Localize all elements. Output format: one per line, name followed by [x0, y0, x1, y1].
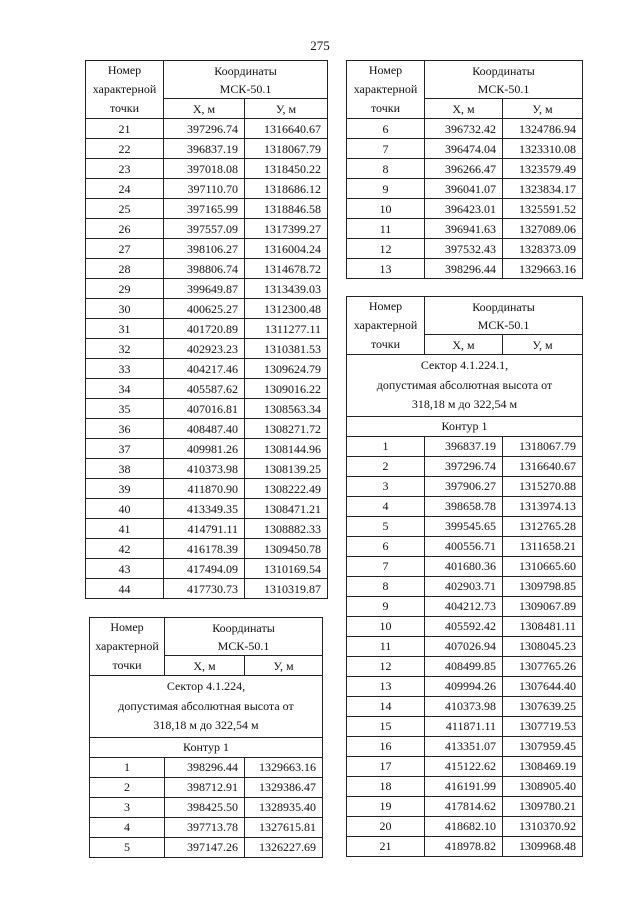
- point-number-cell: 11: [347, 636, 425, 656]
- x-header: Х, м: [164, 99, 245, 119]
- table-row: [347, 716, 583, 736]
- y-coordinate-cell: 1329663.16: [245, 757, 323, 777]
- y-coordinate-cell: 1326227.69: [245, 837, 323, 857]
- table-row: [347, 536, 583, 556]
- y-coordinate-cell: 1323310.08: [503, 139, 583, 159]
- point-number-cell: 6: [347, 536, 425, 556]
- x-coordinate-cell: 411870.90: [164, 479, 245, 499]
- table-row: [347, 456, 583, 476]
- y-coordinate-cell: 1308139.25: [245, 459, 328, 479]
- point-number-cell: 13: [347, 676, 425, 696]
- y-coordinate-cell: 1308905.40: [503, 776, 583, 796]
- point-number-cell: 5: [347, 516, 425, 536]
- y-coordinate-cell: 1312765.28: [503, 516, 583, 536]
- point-number-cell: 10: [347, 199, 425, 219]
- point-number-cell: 21: [347, 836, 425, 856]
- table-row: [86, 159, 328, 179]
- x-header: Х, м: [425, 335, 503, 355]
- table-row: [347, 139, 583, 159]
- x-coordinate-cell: 397532.43: [425, 239, 503, 259]
- table-row: [86, 139, 328, 159]
- y-coordinate-cell: 1325591.52: [503, 199, 583, 219]
- y-coordinate-cell: 1329386.47: [245, 777, 323, 797]
- point-number-cell: 35: [86, 399, 164, 419]
- x-coordinate-cell: 416191.99: [425, 776, 503, 796]
- point-number-cell: 19: [347, 796, 425, 816]
- table-row: [347, 816, 583, 836]
- point-number-header: Номер характерной точки: [86, 61, 164, 119]
- coordinates-header: Координаты МСК-50.1: [165, 618, 323, 656]
- x-coordinate-cell: 401680.36: [425, 556, 503, 576]
- contour-label: Контур 1: [90, 737, 323, 757]
- point-number-cell: 31: [86, 319, 164, 339]
- point-number-cell: 42: [86, 539, 164, 559]
- table-row: [347, 179, 583, 199]
- y-coordinate-cell: 1308271.72: [245, 419, 328, 439]
- point-number-cell: 36: [86, 419, 164, 439]
- y-coordinate-cell: 1327615.81: [245, 817, 323, 837]
- x-coordinate-cell: 407016.81: [164, 399, 245, 419]
- x-coordinate-cell: 400625.27: [164, 299, 245, 319]
- table-row: [347, 756, 583, 776]
- y-coordinate-cell: 1329663.16: [503, 259, 583, 279]
- coordinates-header: Координаты МСК-50.1: [425, 297, 583, 335]
- x-coordinate-cell: 402923.23: [164, 339, 245, 359]
- table-row: [86, 219, 328, 239]
- table-row: [86, 119, 328, 139]
- point-number-cell: 8: [347, 576, 425, 596]
- page-number: 275: [310, 38, 330, 53]
- y-coordinate-cell: 1318686.12: [245, 179, 328, 199]
- x-coordinate-cell: 417494.09: [164, 559, 245, 579]
- table-row: [86, 339, 328, 359]
- y-header: У, м: [503, 335, 583, 355]
- y-coordinate-cell: 1323579.49: [503, 159, 583, 179]
- point-number-cell: 23: [86, 159, 164, 179]
- y-coordinate-cell: 1310665.60: [503, 556, 583, 576]
- table-row: [347, 656, 583, 676]
- y-coordinate-cell: 1316004.24: [245, 239, 328, 259]
- table-row: [347, 676, 583, 696]
- table-row: [86, 179, 328, 199]
- y-coordinate-cell: 1312300.48: [245, 299, 328, 319]
- point-number-header: Номер характерной точки: [90, 618, 165, 676]
- x-coordinate-cell: 397296.74: [425, 456, 503, 476]
- point-number-cell: 2: [347, 456, 425, 476]
- y-header: У, м: [503, 99, 583, 119]
- table-row: [347, 776, 583, 796]
- table-row: [86, 479, 328, 499]
- point-number-cell: 9: [347, 179, 425, 199]
- coordinates-header: Координаты МСК-50.1: [164, 61, 328, 99]
- y-coordinate-cell: 1309016.22: [245, 379, 328, 399]
- point-number-cell: 8: [347, 159, 425, 179]
- y-coordinate-cell: 1307765.26: [503, 656, 583, 676]
- x-coordinate-cell: 411871.11: [425, 716, 503, 736]
- x-coordinate-cell: 405587.62: [164, 379, 245, 399]
- sector-4-1-224-1-table: [346, 296, 583, 857]
- table-row: [86, 499, 328, 519]
- table-row: [347, 596, 583, 616]
- table-row: [347, 119, 583, 139]
- coordinates-table-right-top: [346, 60, 583, 279]
- y-coordinate-cell: 1323834.17: [503, 179, 583, 199]
- x-coordinate-cell: 397713.78: [165, 817, 245, 837]
- point-number-cell: 2: [90, 777, 165, 797]
- y-coordinate-cell: 1309624.79: [245, 359, 328, 379]
- x-coordinate-cell: 397147.26: [165, 837, 245, 857]
- y-coordinate-cell: 1313974.13: [503, 496, 583, 516]
- x-coordinate-cell: 409981.26: [164, 439, 245, 459]
- y-coordinate-cell: 1327089.06: [503, 219, 583, 239]
- point-number-cell: 37: [86, 439, 164, 459]
- table-row: [86, 399, 328, 419]
- sector-description: Сектор 4.1.224, допустимая абсолютная высота от 318,18 м до 322,54 м: [90, 676, 323, 738]
- y-coordinate-cell: 1308471.21: [245, 499, 328, 519]
- x-coordinate-cell: 414791.11: [164, 519, 245, 539]
- table-body: [90, 618, 323, 858]
- x-coordinate-cell: 398106.27: [164, 239, 245, 259]
- x-coordinate-cell: 397018.08: [164, 159, 245, 179]
- table-row: [86, 519, 328, 539]
- x-coordinate-cell: 405592.42: [425, 616, 503, 636]
- point-number-cell: 17: [347, 756, 425, 776]
- y-coordinate-cell: 1328373.09: [503, 239, 583, 259]
- table-row: [86, 419, 328, 439]
- point-number-cell: 12: [347, 239, 425, 259]
- point-number-cell: 4: [90, 817, 165, 837]
- y-coordinate-cell: 1318067.79: [245, 139, 328, 159]
- y-coordinate-cell: 1324786.94: [503, 119, 583, 139]
- y-coordinate-cell: 1309780.21: [503, 796, 583, 816]
- table-row: [90, 817, 323, 837]
- x-coordinate-cell: 397110.70: [164, 179, 245, 199]
- table-row: [86, 299, 328, 319]
- contour-label: Контур 1: [347, 416, 583, 436]
- table-row: [86, 459, 328, 479]
- point-number-cell: 13: [347, 259, 425, 279]
- x-coordinate-cell: 409994.26: [425, 676, 503, 696]
- x-coordinate-cell: 415122.62: [425, 756, 503, 776]
- x-coordinate-cell: 396423.01: [425, 199, 503, 219]
- x-coordinate-cell: 396941.63: [425, 219, 503, 239]
- point-number-cell: 26: [86, 219, 164, 239]
- table-body: [86, 61, 328, 599]
- table-row: [90, 837, 323, 857]
- y-header: У, м: [245, 656, 323, 676]
- point-number-header: Номер характерной точки: [347, 61, 425, 119]
- x-coordinate-cell: 397165.99: [164, 199, 245, 219]
- point-number-cell: 24: [86, 179, 164, 199]
- point-number-cell: 22: [86, 139, 164, 159]
- point-number-cell: 21: [86, 119, 164, 139]
- table-row: [90, 777, 323, 797]
- point-number-cell: 39: [86, 479, 164, 499]
- x-coordinate-cell: 418682.10: [425, 816, 503, 836]
- table-row: [347, 696, 583, 716]
- y-header: У, м: [245, 99, 328, 119]
- table-row: [86, 539, 328, 559]
- y-coordinate-cell: 1310169.54: [245, 559, 328, 579]
- x-coordinate-cell: 398425.50: [165, 797, 245, 817]
- y-coordinate-cell: 1308144.96: [245, 439, 328, 459]
- y-coordinate-cell: 1309968.48: [503, 836, 583, 856]
- y-coordinate-cell: 1307644.40: [503, 676, 583, 696]
- x-coordinate-cell: 397557.09: [164, 219, 245, 239]
- y-coordinate-cell: 1318067.79: [503, 436, 583, 456]
- x-coordinate-cell: 413351.07: [425, 736, 503, 756]
- y-coordinate-cell: 1314678.72: [245, 259, 328, 279]
- point-number-cell: 7: [347, 556, 425, 576]
- y-coordinate-cell: 1311277.11: [245, 319, 328, 339]
- x-coordinate-cell: 397296.74: [164, 119, 245, 139]
- table-body: [347, 61, 583, 279]
- coordinates-header: Координаты МСК-50.1: [425, 61, 583, 99]
- y-coordinate-cell: 1307719.53: [503, 716, 583, 736]
- point-number-cell: 4: [347, 496, 425, 516]
- x-coordinate-cell: 401720.89: [164, 319, 245, 339]
- table-row: [347, 516, 583, 536]
- x-coordinate-cell: 397906.27: [425, 476, 503, 496]
- point-number-cell: 9: [347, 596, 425, 616]
- x-coordinate-cell: 407026.94: [425, 636, 503, 656]
- table-row: [90, 757, 323, 777]
- point-number-cell: 40: [86, 499, 164, 519]
- y-coordinate-cell: 1307959.45: [503, 736, 583, 756]
- table-row: [86, 259, 328, 279]
- point-number-cell: 41: [86, 519, 164, 539]
- x-coordinate-cell: 399545.65: [425, 516, 503, 536]
- y-coordinate-cell: 1328935.40: [245, 797, 323, 817]
- x-coordinate-cell: 399649.87: [164, 279, 245, 299]
- y-coordinate-cell: 1318450.22: [245, 159, 328, 179]
- table-row: [347, 556, 583, 576]
- point-number-cell: 34: [86, 379, 164, 399]
- point-number-cell: 25: [86, 199, 164, 219]
- point-number-cell: 43: [86, 559, 164, 579]
- sector-4-1-224-table: [89, 617, 323, 858]
- point-number-cell: 6: [347, 119, 425, 139]
- y-coordinate-cell: 1310370.92: [503, 816, 583, 836]
- x-header: Х, м: [165, 656, 245, 676]
- table-row: [347, 496, 583, 516]
- y-coordinate-cell: 1317399.27: [245, 219, 328, 239]
- table-row: [86, 279, 328, 299]
- table-row: [86, 579, 328, 599]
- y-coordinate-cell: 1309067.89: [503, 596, 583, 616]
- table-row: [86, 559, 328, 579]
- point-number-cell: 44: [86, 579, 164, 599]
- table-row: [347, 636, 583, 656]
- point-number-cell: 10: [347, 616, 425, 636]
- point-number-cell: 33: [86, 359, 164, 379]
- table-row: [86, 359, 328, 379]
- x-coordinate-cell: 408487.40: [164, 419, 245, 439]
- table-row: [86, 239, 328, 259]
- x-coordinate-cell: 416178.39: [164, 539, 245, 559]
- point-number-cell: 32: [86, 339, 164, 359]
- table-row: [86, 439, 328, 459]
- y-coordinate-cell: 1309798.85: [503, 576, 583, 596]
- x-coordinate-cell: 410373.98: [164, 459, 245, 479]
- x-coordinate-cell: 402903.71: [425, 576, 503, 596]
- table-row: [347, 616, 583, 636]
- table-row: [347, 239, 583, 259]
- x-coordinate-cell: 398296.44: [425, 259, 503, 279]
- point-number-cell: 12: [347, 656, 425, 676]
- x-coordinate-cell: 413349.35: [164, 499, 245, 519]
- x-coordinate-cell: 396474.04: [425, 139, 503, 159]
- point-number-cell: 1: [90, 757, 165, 777]
- table-row: [86, 199, 328, 219]
- point-number-cell: 3: [347, 476, 425, 496]
- x-coordinate-cell: 398806.74: [164, 259, 245, 279]
- x-coordinate-cell: 398712.91: [165, 777, 245, 797]
- point-number-cell: 28: [86, 259, 164, 279]
- table-row: [86, 379, 328, 399]
- y-coordinate-cell: 1315270.88: [503, 476, 583, 496]
- y-coordinate-cell: 1316640.67: [245, 119, 328, 139]
- x-coordinate-cell: 400556.71: [425, 536, 503, 556]
- table-row: [347, 259, 583, 279]
- x-coordinate-cell: 418978.82: [425, 836, 503, 856]
- table-row: [347, 436, 583, 456]
- table-row: [90, 797, 323, 817]
- point-number-cell: 11: [347, 219, 425, 239]
- point-number-cell: 18: [347, 776, 425, 796]
- point-number-header: Номер характерной точки: [347, 297, 425, 355]
- y-coordinate-cell: 1316640.67: [503, 456, 583, 476]
- table-row: [347, 476, 583, 496]
- y-coordinate-cell: 1310381.53: [245, 339, 328, 359]
- point-number-cell: 5: [90, 837, 165, 857]
- x-coordinate-cell: 396732.42: [425, 119, 503, 139]
- x-header: Х, м: [425, 99, 503, 119]
- x-coordinate-cell: 410373.98: [425, 696, 503, 716]
- sector-description: Сектор 4.1.224.1, допустимая абсолютная высота от 318,18 м до 322,54 м: [347, 355, 583, 417]
- point-number-cell: 3: [90, 797, 165, 817]
- point-number-cell: 29: [86, 279, 164, 299]
- y-coordinate-cell: 1309450.78: [245, 539, 328, 559]
- table-row: [347, 796, 583, 816]
- y-coordinate-cell: 1308882.33: [245, 519, 328, 539]
- y-coordinate-cell: 1308469.19: [503, 756, 583, 776]
- x-coordinate-cell: 417814.62: [425, 796, 503, 816]
- point-number-cell: 1: [347, 436, 425, 456]
- table-row: [86, 319, 328, 339]
- point-number-cell: 27: [86, 239, 164, 259]
- x-coordinate-cell: 398658.78: [425, 496, 503, 516]
- point-number-cell: 15: [347, 716, 425, 736]
- point-number-cell: 38: [86, 459, 164, 479]
- point-number-cell: 14: [347, 696, 425, 716]
- table-row: [347, 159, 583, 179]
- y-coordinate-cell: 1308563.34: [245, 399, 328, 419]
- table-row: [347, 576, 583, 596]
- x-coordinate-cell: 396837.19: [164, 139, 245, 159]
- x-coordinate-cell: 398296.44: [165, 757, 245, 777]
- table-row: [347, 199, 583, 219]
- y-coordinate-cell: 1313439.03: [245, 279, 328, 299]
- x-coordinate-cell: 396041.07: [425, 179, 503, 199]
- y-coordinate-cell: 1311658.21: [503, 536, 583, 556]
- point-number-cell: 30: [86, 299, 164, 319]
- coordinates-table-left-top: [85, 60, 328, 599]
- y-coordinate-cell: 1308481.11: [503, 616, 583, 636]
- x-coordinate-cell: 396837.19: [425, 436, 503, 456]
- y-coordinate-cell: 1308045.23: [503, 636, 583, 656]
- y-coordinate-cell: 1307639.25: [503, 696, 583, 716]
- point-number-cell: 16: [347, 736, 425, 756]
- point-number-cell: 20: [347, 816, 425, 836]
- x-coordinate-cell: 417730.73: [164, 579, 245, 599]
- table-body: [347, 297, 583, 857]
- y-coordinate-cell: 1318846.58: [245, 199, 328, 219]
- table-row: [347, 836, 583, 856]
- y-coordinate-cell: 1308222.49: [245, 479, 328, 499]
- x-coordinate-cell: 404217.46: [164, 359, 245, 379]
- table-row: [347, 736, 583, 756]
- table-row: [347, 219, 583, 239]
- y-coordinate-cell: 1310319.87: [245, 579, 328, 599]
- x-coordinate-cell: 404212.73: [425, 596, 503, 616]
- x-coordinate-cell: 408499.85: [425, 656, 503, 676]
- x-coordinate-cell: 396266.47: [425, 159, 503, 179]
- point-number-cell: 7: [347, 139, 425, 159]
